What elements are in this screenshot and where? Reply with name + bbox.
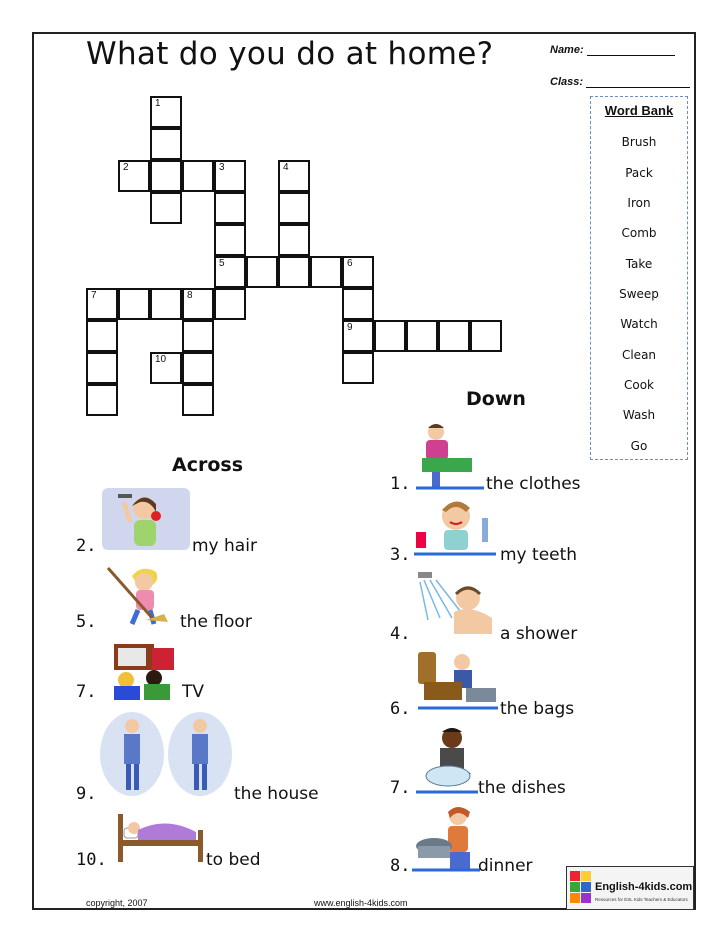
clue-number-label: 10. [76, 850, 107, 870]
name-line [587, 55, 675, 56]
family-watching-tv-icon [104, 640, 182, 700]
crossword-cell[interactable] [150, 128, 182, 160]
crossword-cell[interactable] [342, 320, 374, 352]
crossword-cell[interactable] [246, 256, 278, 288]
clue-number: 7 [91, 290, 97, 301]
crossword-cell[interactable] [278, 192, 310, 224]
woman-ironing-icon [410, 420, 486, 490]
crossword-cell[interactable] [150, 352, 182, 384]
clue-number: 9 [347, 322, 353, 333]
clue-text: the dishes [478, 778, 566, 798]
crossword-cell[interactable] [406, 320, 438, 352]
name-field[interactable] [550, 44, 675, 56]
down-heading: Down [466, 388, 526, 410]
clue-number: 5 [219, 258, 225, 269]
clue-text: to bed [206, 850, 261, 870]
word-bank-word: Take [625, 257, 653, 271]
clue-number-label: 4. [390, 624, 411, 644]
crossword-cell[interactable] [86, 352, 118, 384]
word-bank-word: Iron [627, 196, 651, 210]
crossword-cell[interactable] [182, 320, 214, 352]
crossword-cell[interactable] [278, 256, 310, 288]
crossword-cell[interactable] [118, 160, 150, 192]
woman-combing-hair-icon [100, 486, 192, 552]
crossword-cell[interactable] [182, 288, 214, 320]
class-label: Class: [550, 76, 584, 88]
word-bank [590, 96, 688, 460]
clue-text: the bags [500, 699, 575, 719]
crossword-cell[interactable] [214, 288, 246, 320]
crossword-cell[interactable] [342, 288, 374, 320]
person-in-bed-icon [116, 810, 206, 864]
crossword-cell[interactable] [150, 288, 182, 320]
word-bank-title: Word Bank [604, 103, 674, 118]
clue-number: 2 [123, 162, 129, 173]
crossword-cell[interactable] [150, 160, 182, 192]
man-showering-icon [412, 568, 500, 640]
word-bank-word: Pack [625, 166, 653, 180]
word-bank-word: Cook [623, 378, 654, 392]
word-bank-word: Comb [621, 226, 657, 240]
clue-number-label: 8. [390, 856, 411, 876]
website-link[interactable]: www.english-4kids.com [314, 898, 408, 908]
crossword-cell[interactable] [214, 256, 246, 288]
word-bank-word: Clean [621, 348, 657, 362]
crossword-cell[interactable] [470, 320, 502, 352]
crossword-cell[interactable] [310, 256, 342, 288]
english-4kids-logo[interactable] [566, 866, 694, 910]
crossword-cell[interactable] [374, 320, 406, 352]
clue-number: 6 [347, 258, 353, 269]
man-packing-bags-icon [414, 648, 500, 714]
crossword-cell[interactable] [214, 160, 246, 192]
clue-text: dinner [478, 856, 533, 876]
clue-number: 8 [187, 290, 193, 301]
word-bank-word: Watch [620, 317, 658, 331]
class-field[interactable] [550, 76, 690, 88]
woman-cooking-icon [408, 804, 484, 874]
crossword-cell[interactable] [278, 160, 310, 192]
man-washing-dishes-icon [412, 724, 482, 798]
class-line [586, 87, 690, 88]
clue-number-label: 3. [390, 545, 411, 565]
logo-tagline: Resources for ESL Kids Teachers & Educators [595, 897, 688, 902]
crossword-cell[interactable] [86, 320, 118, 352]
clue-number-label: 1. [390, 474, 411, 494]
name-label: Name: [550, 44, 584, 56]
girl-sweeping-icon [98, 562, 180, 628]
word-bank-word: Go [630, 439, 648, 453]
people-cleaning-house-icon [98, 710, 236, 798]
clue-number-label: 9. [76, 784, 97, 804]
page-title: What do you do at home? [86, 36, 494, 72]
clue-number: 4 [283, 162, 289, 173]
clue-text: the floor [180, 612, 252, 632]
clue-number: 1 [155, 98, 161, 109]
crossword-cell[interactable] [182, 352, 214, 384]
clue-number: 3 [219, 162, 225, 173]
clue-number-label: 7. [76, 682, 97, 702]
crossword-cell[interactable] [214, 224, 246, 256]
copyright-text: copyright, 2007 [86, 898, 148, 908]
word-bank-word: Wash [622, 408, 656, 422]
boy-brushing-teeth-icon [410, 496, 500, 560]
clue-text: my teeth [500, 545, 578, 565]
crossword-cell[interactable] [342, 352, 374, 384]
crossword-cell[interactable] [150, 96, 182, 128]
clue-number-label: 6. [390, 699, 411, 719]
clue-number-label: 5. [76, 612, 97, 632]
clue-number-label: 2. [76, 536, 97, 556]
clue-text: my hair [192, 536, 257, 556]
clue-text: a shower [500, 624, 578, 644]
logo-blocks-icon [570, 871, 592, 905]
crossword-cell[interactable] [86, 384, 118, 416]
clue-text: the clothes [486, 474, 581, 494]
crossword-cell[interactable] [182, 384, 214, 416]
across-heading: Across [172, 454, 244, 476]
crossword-cell[interactable] [150, 192, 182, 224]
clue-number-label: 7. [390, 778, 411, 798]
word-bank-word: Brush [621, 135, 657, 149]
logo-name: English-4kids.com [595, 881, 693, 893]
clue-text: the house [234, 784, 319, 804]
crossword-cell[interactable] [118, 288, 150, 320]
word-bank-word: Sweep [619, 287, 659, 301]
clue-number: 10 [155, 354, 167, 365]
clue-text: TV [182, 682, 205, 702]
crossword-cell[interactable] [342, 256, 374, 288]
crossword-cell[interactable] [214, 192, 246, 224]
crossword-cell[interactable] [278, 224, 310, 256]
crossword-cell[interactable] [438, 320, 470, 352]
crossword-cell[interactable] [182, 160, 214, 192]
crossword-cell[interactable] [86, 288, 118, 320]
